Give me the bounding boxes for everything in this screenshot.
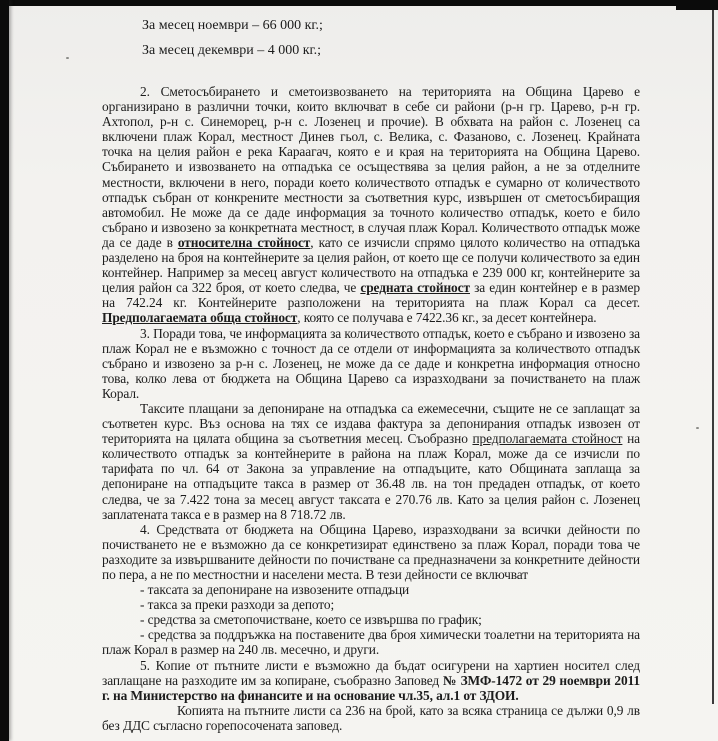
fees-text: на количеството отпадък за контейнерите в района на плаж Корал, може да се изчисли по тарифата по чл. 64 от Закона за управление на отпадъците, като Общината заплаща за депониране на отпадъците такса в размер от 36.48 лв. на тон предаден отпадък, от което следва, че за 7.422 тона за месец август таксата е 270.76 лв. Като за целия район с. Лозенец заплатената такса е в размер на 8 718.72 лв. — [102, 431, 640, 522]
term-average-value: средната стойност — [360, 280, 470, 296]
letter-text — [102, 84, 640, 733]
bullet-cleaning-funds: - средства за сметопочистване, което се извършва по график; — [140, 612, 482, 628]
paragraph-2-text: за един контейнер е в размер на 742.24 кг. Контейнерите разположени на територията на плаж Корал са десет. — [102, 280, 640, 311]
bullet-landfill-fee: - таксата за депониране на извозените отпадъци — [140, 582, 410, 598]
scan-speck — [66, 57, 69, 59]
scan-edge-top — [0, 0, 718, 6]
paragraph-landfill-fees — [102, 401, 640, 522]
bullet-toilet-maintenance: - средства за поддръжка на поставените два броя химически тоалетни на територията на плаж Корал в размер на 240 лв. месечно, и други. — [102, 627, 640, 658]
monthly-amount-november: За месец ноември – 66 000 кг.; — [142, 18, 323, 33]
monthly-amount-december: За месец декември – 4 000 кг.; — [142, 43, 322, 58]
paragraph-3-budget-info: 3. Поради това, че информацията за количеството отпадък, което е събрано и извозено за плаж Корал не е възможно с точност да се отдели от информацията за количеството отпадък събрано и извозено за р-н с. Лозенец, не може да се даде и конкретна информация относно това, колко лева от бюджета на Община Царево са изразходвани за почистването на плаж Корал. — [102, 325, 640, 401]
term-relative-value: относителна стойност — [177, 234, 311, 250]
document-body — [102, 13, 640, 733]
paragraph-4-budget-funds: 4. Средствата от бюджета на Община Царево, изразходвани за всички дейности по почистването не е възможно да се конкретизират единствено за плаж Корал, поради това че разходите за извършваните дейности по почистване са предназначени за конкретните дейности по пера, а не по местностни и населени места. В тези дейности се включват — [102, 521, 640, 582]
paragraph-2-text: 2. Сметосъбирането и сметоизвозването на територията на Община Царево е организирано в различни точки, които включват в себе си райони (р-н гр. Царево, р-н гр. Ахтопол, р-н с. Синеморец, р-н с. Лозенец и прочие). В обхвата на район с. Лозенец са включени плаж Корал, местност Динев гьол, с. Велика, с. Фазаново, с. Лозенец. Крайната точка на целия район е река Караагач, която е и края на територията на Община Царево. Събирането и извозването на отпадъка се осъществява за целия район, а не за отделните местности, включени в него, поради което количеството отпадък е сумарно от количеството отпадък събран от конкрените местности за съответния курс, извършен от сметосъбиращия автомобил. Не може да се даде информация за точното количество отпадък, което е било събрано и извозено за конкретната местност, в случая плаж Корал. Количеството отпадък може да се даде в — [102, 84, 640, 250]
scan-edge-right — [712, 0, 714, 704]
fees-text: Таксите плащани за депониране на отпадъка са ежемесечни, същите не се заплащат за съответен курс. Въз основа на тях се издава фактура за депонирания отпадък извозен от територията на цялата община за съответния месец. Съобразно — [102, 400, 640, 447]
term-estimated-value: предполагаемата стойност — [472, 431, 623, 447]
term-estimated-total-value: Предполагаемата обща стойност — [102, 310, 298, 326]
paragraph-5-text: 5. Копие от пътните листи е възможно да бъдат осигурени на хартиен носител след заплащане на разходите им за копиране, съобразно Заповед — [102, 657, 640, 688]
order-reference-bold: № ЗМФ-1472 от 29 ноември 2011 г. на Министерство на финансите и на основание чл.35, ал.1 от ЗДОИ. — [102, 672, 641, 703]
scan-corner-top-right — [676, 0, 718, 10]
paragraph-2-waste-collection — [102, 84, 640, 326]
paragraph-5-waybill-copies — [102, 658, 640, 703]
paragraph-6-copy-count: Копията на пътните листи са 236 на брой, като за всяка страница се дължи 0,9 лв без ДДС съгласно горепосочената заповед. — [102, 702, 640, 733]
paragraph-2-text: , която се получава е 7422.36 кг., за десет контейнера. — [297, 310, 597, 326]
paragraph-2-text: , като се изчисли спрямо цялото количество на отпадъка разделено на броя на контейнерите за целия район, от което ще се получи количеството за един контейнер. Например за месец август количеството на отпадъка е 239 000 кг, контейнерите за целия район са 322 броя, от което следва, че — [102, 234, 640, 296]
scan-edge-left — [0, 0, 9, 741]
scan-speck — [696, 427, 699, 429]
bullet-direct-costs: - такса за преки разходи за депото; — [140, 597, 335, 613]
